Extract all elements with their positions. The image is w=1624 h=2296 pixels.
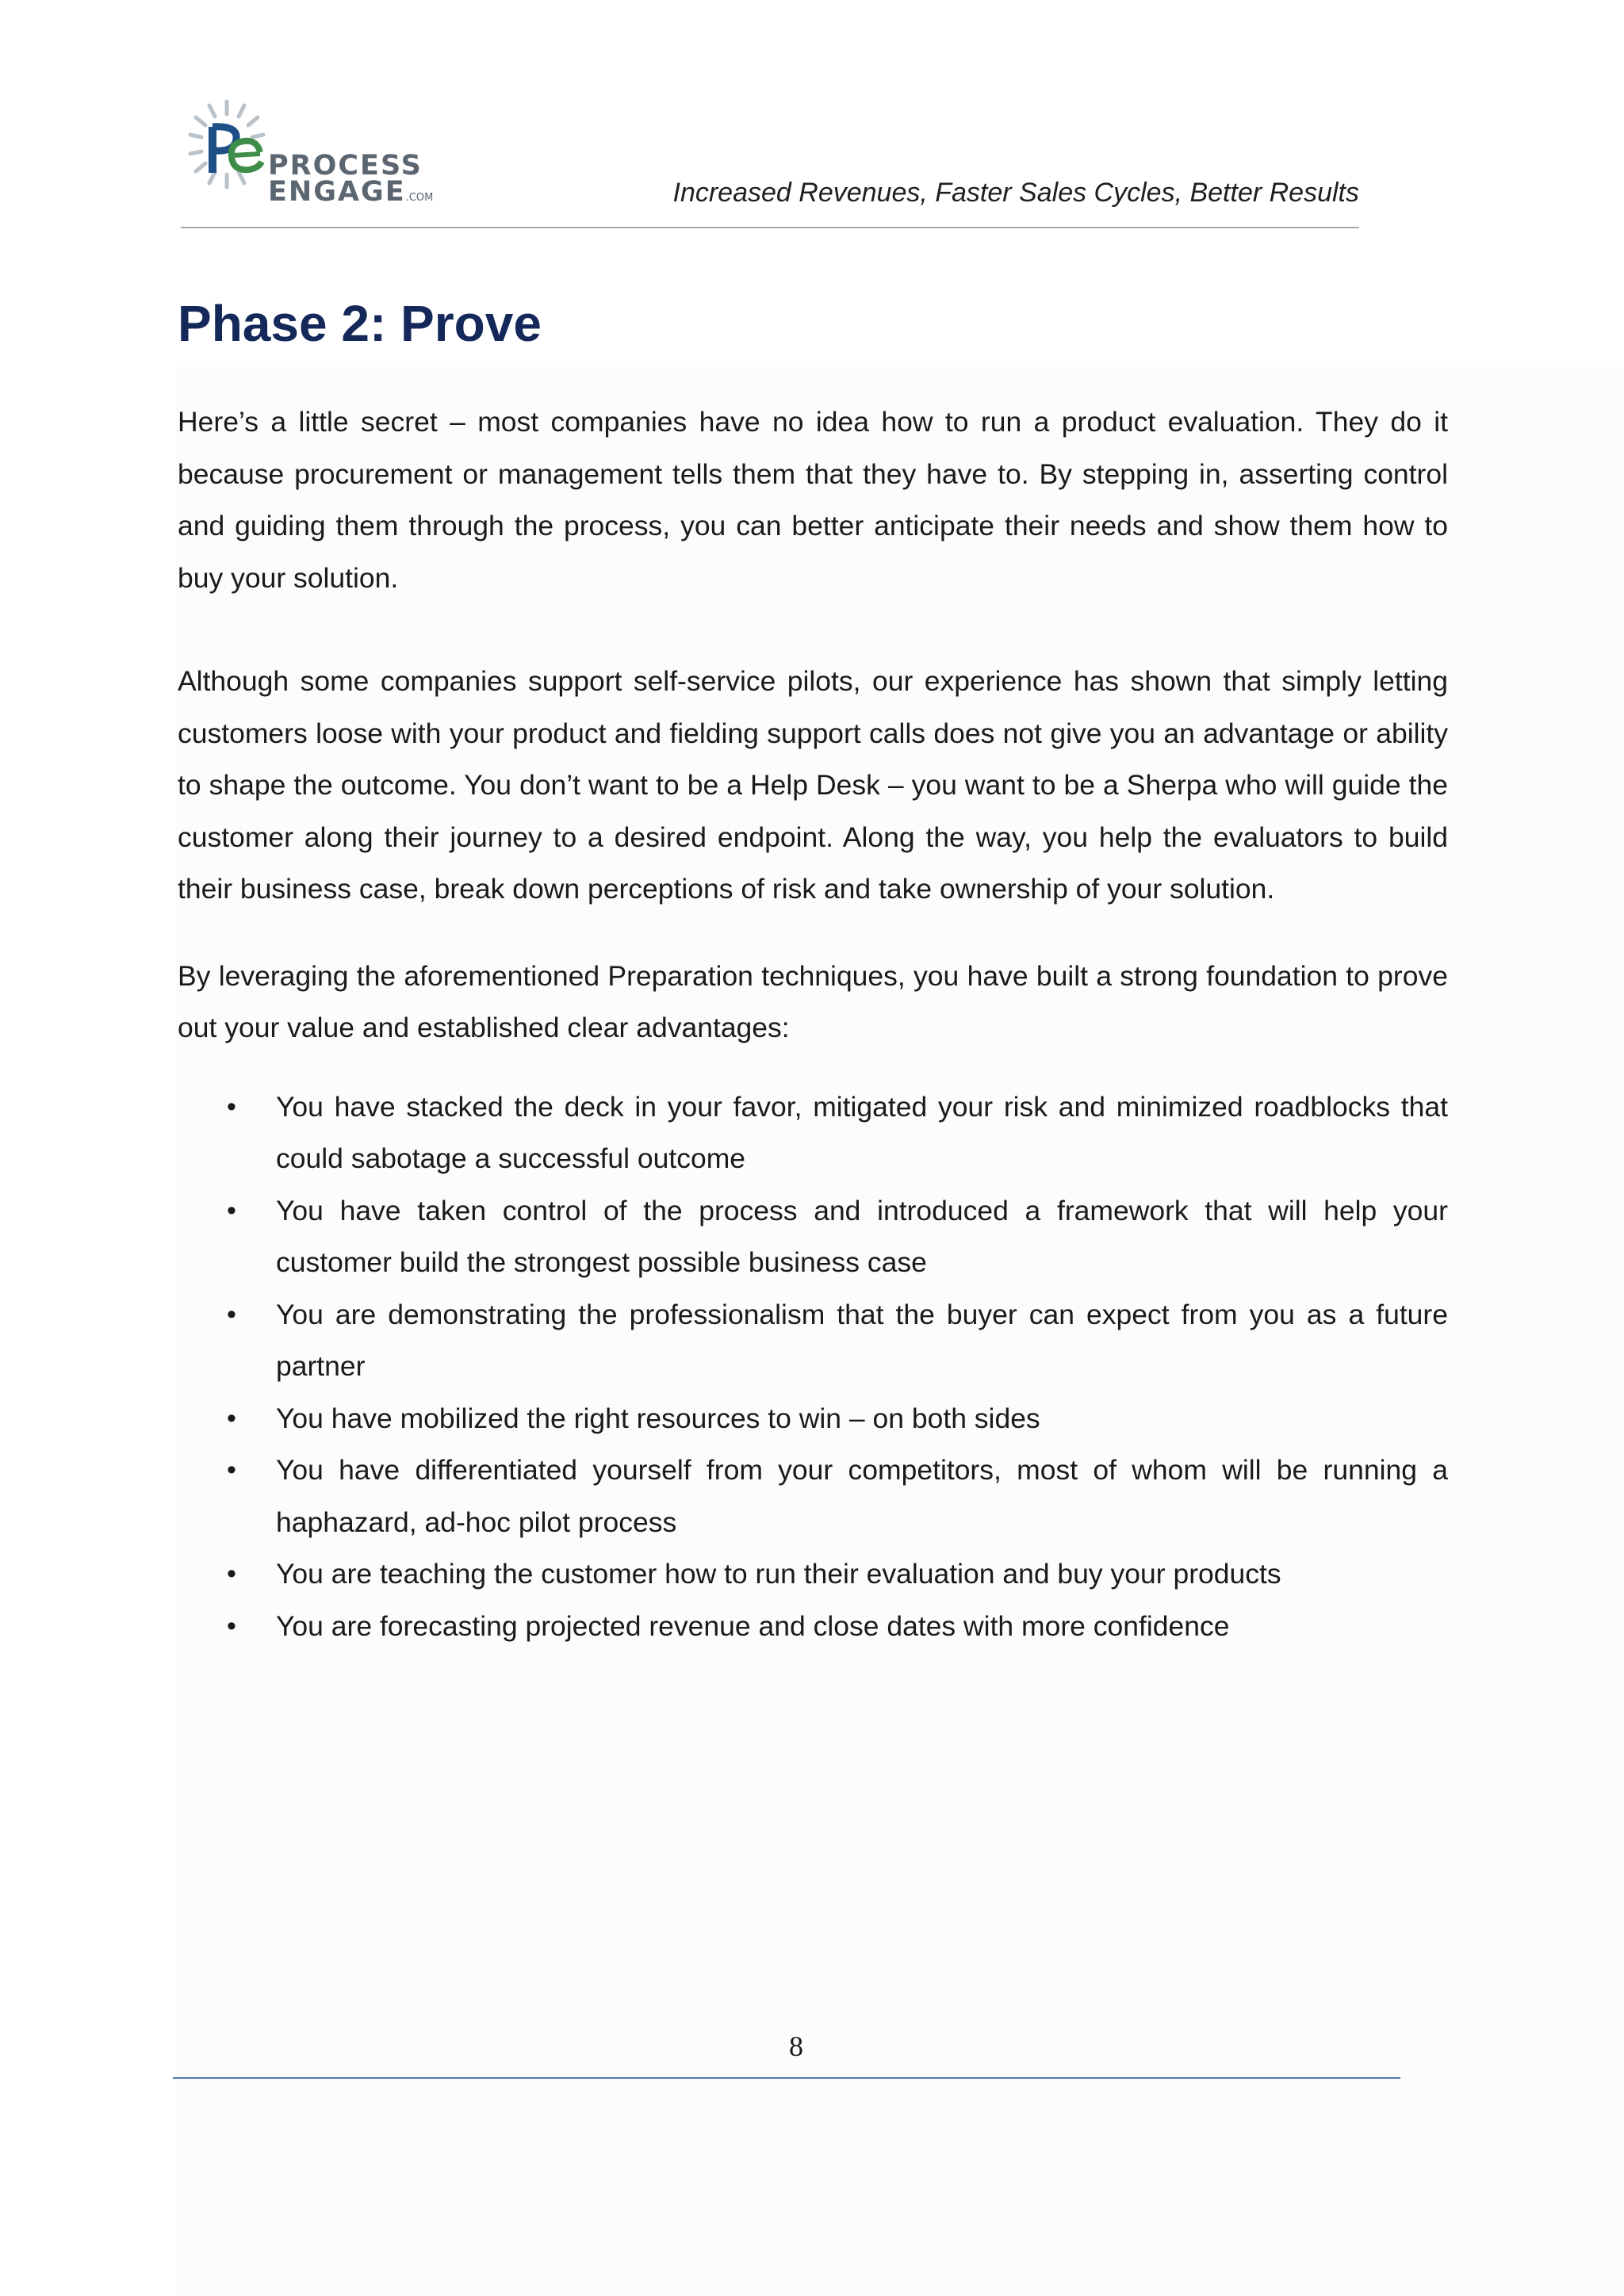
process-engage-logo — [181, 95, 442, 206]
bullet-icon: • — [227, 1299, 236, 1330]
list-item — [178, 1289, 1448, 1393]
bullet-icon: • — [227, 1195, 236, 1226]
list-item — [178, 1185, 1448, 1289]
list-item-text: You have differentiated yourself from your competitors, most of whom will be running a haphazard, ad-hoc pilot process — [276, 1454, 1448, 1538]
logo-wordmark — [268, 152, 433, 206]
page-title: Phase 2: Prove — [178, 295, 542, 352]
page-number: 8 — [789, 2030, 803, 2062]
list-item-text: You have mobilized the right resources to win – on both sides — [276, 1402, 1040, 1434]
logo-line-2 — [268, 178, 433, 206]
logo-suffix: .COM — [405, 192, 434, 204]
bullet-icon: • — [227, 1559, 236, 1589]
bullet-icon: • — [227, 1402, 236, 1433]
list-item — [178, 1601, 1448, 1653]
footer-divider — [173, 2077, 1400, 2079]
paragraph-self-service: Although some companies support self-service pilots, our experience has shown that simply letting customers loose with your product and fielding support calls does not give you an advantage or ability to shape the outcome. You don’t want to be a Help Desk – you want to be a Sherpa who will guide the customer along their journey to a desired endpoint. Along the way, you help the evaluators to build their business case, break down perceptions of risk and take ownership of your solution. — [178, 665, 1448, 905]
list-item-text: You are demonstrating the professionalism that the buyer can expect from you as a future partner — [276, 1298, 1448, 1382]
paragraph-intro: Here’s a little secret – most companies have no idea how to run a product evaluation. They do it because procurement or management tells them that they have to. By stepping in, asserting control and guiding them through the process, you can better anticipate their needs and show them how to buy your solution. — [178, 406, 1448, 594]
logo-line-1: PROCESS — [268, 150, 423, 182]
advantages-list — [178, 1081, 1448, 1653]
logo-line-2-text: ENGAGE — [268, 176, 406, 208]
page-header — [181, 95, 1359, 228]
sunburst-logo-icon — [181, 95, 276, 206]
list-item-text: You are teaching the customer how to run their evaluation and buy your products — [276, 1558, 1281, 1590]
header-divider — [181, 227, 1359, 228]
list-item-text: You have taken control of the process and introduced a framework that will help your customer build the strongest possible business case — [276, 1194, 1448, 1278]
list-item-text: You have stacked the deck in your favor, mitigated your risk and minimized roadblocks that could sabotage a successful outcome — [276, 1090, 1448, 1174]
list-item-text: You are forecasting projected revenue and close dates with more confidence — [276, 1609, 1230, 1642]
bullet-icon: • — [227, 1610, 236, 1641]
list-item — [178, 1393, 1448, 1445]
bullet-icon: • — [227, 1455, 236, 1485]
paragraph-advantages-intro: By leveraging the aforementioned Preparation techniques, you have built a strong foundation to prove out your value and established clear advantages: — [178, 959, 1448, 1043]
list-item — [178, 1445, 1448, 1548]
list-item — [178, 1081, 1448, 1185]
header-tagline: Increased Revenues, Faster Sales Cycles, Better Results — [672, 178, 1359, 208]
list-item — [178, 1548, 1448, 1601]
body-content — [178, 396, 1448, 1652]
bullet-icon: • — [227, 1091, 236, 1122]
